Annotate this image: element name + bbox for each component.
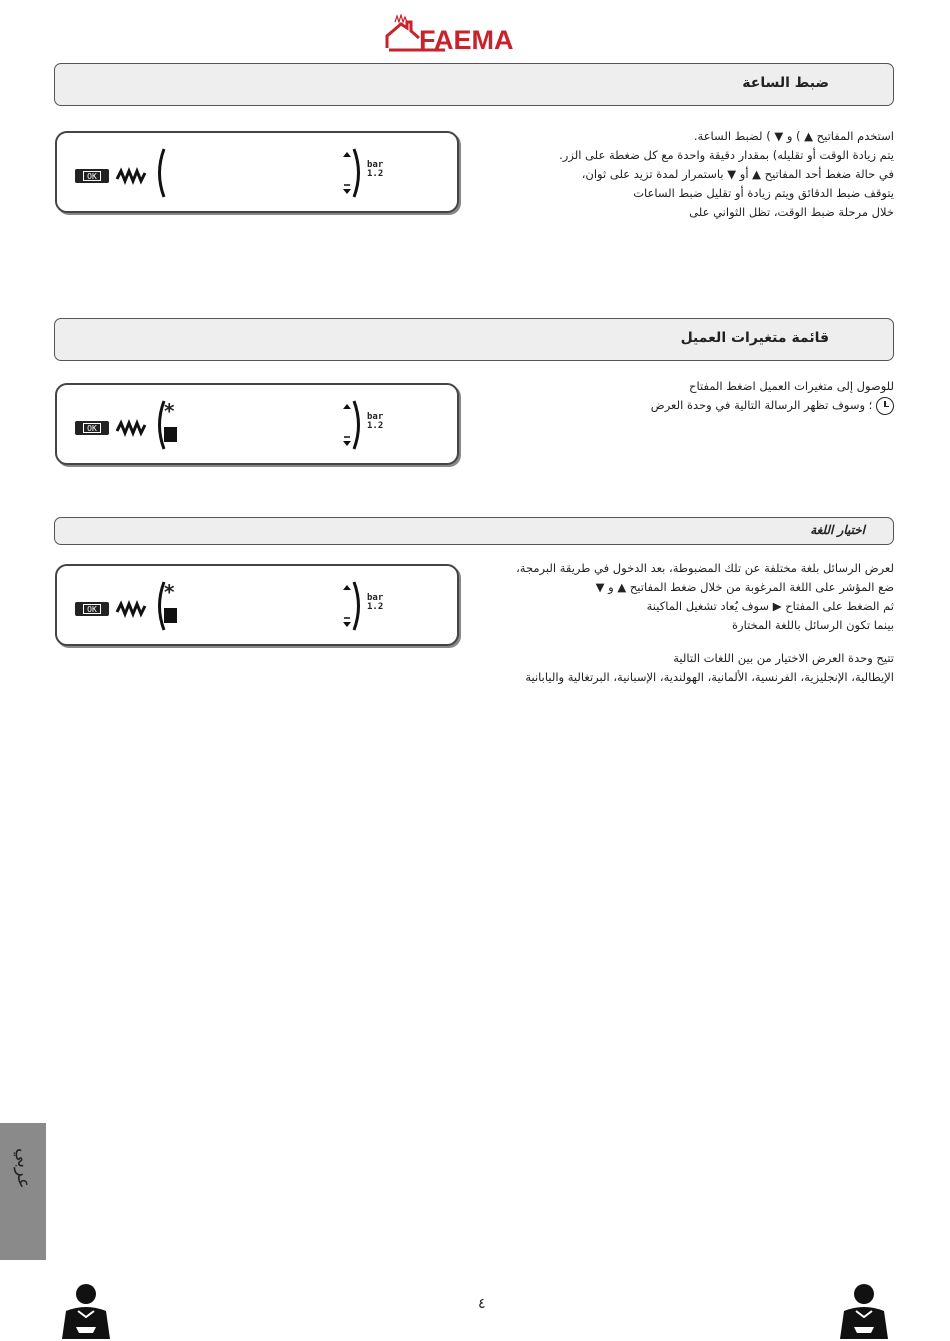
side-tab-label: عربي — [13, 1148, 34, 1189]
lcd-display — [55, 383, 459, 465]
section-title: ضبط الساعة — [742, 75, 829, 91]
lcd-display — [55, 564, 459, 646]
star-marker-icon: * — [164, 399, 175, 423]
body-line: استخدم المفاتيح ▲ ) و ▼ ) لضبط الساعة. — [693, 129, 894, 143]
body-line: خلال مرحلة ضبط الوقت، تظل الثواني على — [689, 205, 894, 219]
section-title-bar-language — [54, 517, 894, 545]
body-line: يتم زيادة الوقت أو تقليله) بمقدار دقيقة واحدة مع كل ضغطة على الزر. — [559, 148, 894, 162]
faema-logo — [385, 14, 567, 54]
ok-key-icon: OK — [75, 169, 109, 183]
section-title: قائمة متغيرات العميل — [680, 330, 829, 346]
ok-key-icon: OK — [75, 602, 109, 616]
section-title: اختيار اللغة — [810, 523, 865, 537]
body-line: لعرض الرسائل بلغة مختلفة عن تلك المضبوطة، بعد الدخول في طريقة البرمجة، — [516, 561, 894, 575]
section-title-bar-clock — [54, 63, 894, 106]
right-bracket-icon — [352, 399, 364, 451]
pressure-unit: bar 1.2 — [367, 593, 384, 612]
wave-icon — [115, 417, 149, 439]
cursor-block-icon — [164, 608, 177, 623]
section-body-clock — [474, 127, 894, 222]
cursor-block-icon — [164, 427, 177, 442]
body-line: للوصول إلى متغيرات العميل اضغط المفتاح — [689, 379, 894, 393]
waiter-icon — [56, 1283, 116, 1339]
body-line: ضع المؤشر على اللغة المرغوبة من خلال ضغط المفاتيح ▲ و ▼ — [595, 580, 894, 594]
pressure-unit: bar 1.2 — [367, 160, 384, 179]
ok-key-icon: OK — [75, 421, 109, 435]
section-body-client-vars — [474, 377, 894, 415]
logo-word: FAEMA — [419, 25, 514, 55]
lcd-display — [55, 131, 459, 213]
body-line: تتيح وحدة العرض الاختيار من بين اللغات التالية — [673, 651, 894, 665]
body-line: في حالة ضغط أحد المفاتيح ▲ أو ▼ باستمرار لمدة تزيد على ثوان، — [581, 167, 894, 181]
left-bracket-icon — [154, 147, 166, 199]
waiter-icon — [834, 1283, 894, 1339]
section-body-language — [474, 559, 894, 687]
wave-icon — [115, 165, 149, 187]
language-side-tab — [0, 1123, 46, 1260]
section-title-bar-client-vars — [54, 318, 894, 361]
body-line: يتوقف ضبط الدقائق ويتم زيادة أو تقليل ضبط الساعات — [633, 186, 894, 200]
body-line: ثم الضغط على المفتاح ▶ سوف يُعاد تشغيل الماكينة — [646, 599, 894, 613]
pressure-unit: bar 1.2 — [367, 412, 384, 431]
clock-icon — [876, 397, 894, 415]
body-line: بينما تكون الرسائل باللغة المختارة — [732, 618, 894, 632]
star-marker-icon: * — [164, 580, 175, 604]
wave-icon — [115, 598, 149, 620]
right-bracket-icon — [352, 147, 364, 199]
page-number: ٤ — [478, 1296, 486, 1312]
right-bracket-icon — [352, 580, 364, 632]
body-line: الإيطالية، الإنجليزية، الفرنسية، الألمانية، الهولندية، الإسبانية، البرتغالية واليابانية — [525, 670, 894, 684]
body-line: ؛ وسوف تظهر الرسالة التالية في وحدة العرض — [474, 396, 894, 415]
